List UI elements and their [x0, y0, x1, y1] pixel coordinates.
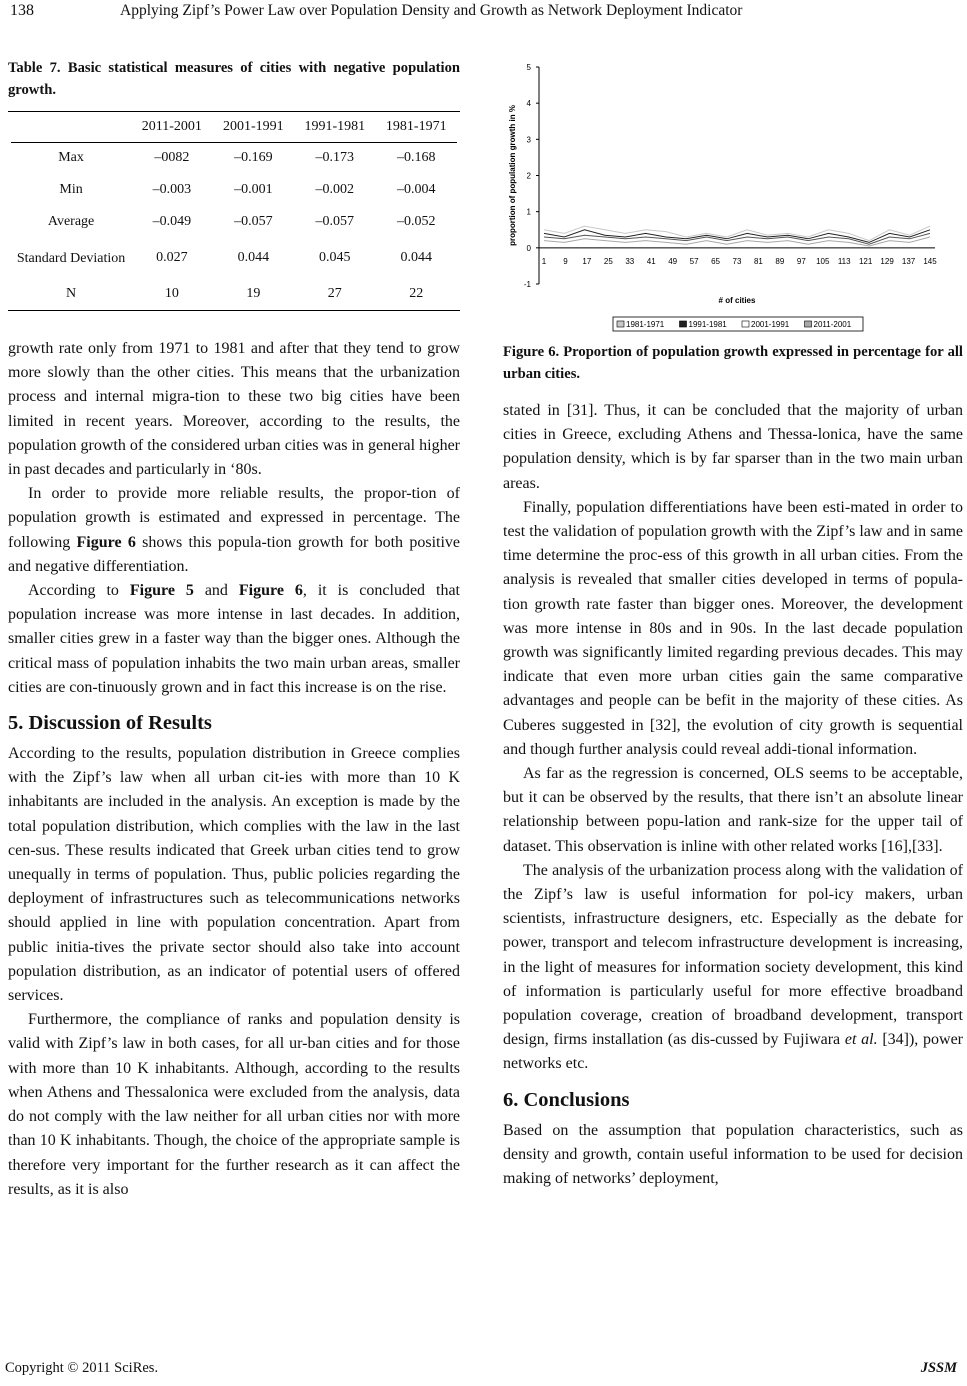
running-title: Applying Zipf’s Power Law over Population Density and Growth as Network Deployment Indicator [120, 2, 743, 19]
row-label: Standard Deviation [16, 250, 126, 266]
table-cell: 0.044 [400, 249, 432, 265]
right-paragraph-3: As far as the regression is concerned, OLS seems to be acceptable, but it can be observed by the results, that there isn’t an absolute linear relationship between popu-lation and rank-size for the upper tail of dataset. This observation is inline with other related works [16],[33]. [503, 765, 963, 855]
x-tick-label: 9 [563, 256, 568, 266]
x-tick-label: 25 [603, 256, 613, 266]
y-tick-label: 5 [526, 63, 531, 72]
table-cell: 0.045 [319, 249, 351, 265]
x-tick-label: 129 [880, 256, 894, 266]
x-tick-label: 97 [796, 256, 806, 266]
table-cell: 27 [327, 285, 342, 301]
legend-swatch [805, 321, 812, 327]
table-row [11, 238, 457, 278]
text-run: In order to provide more reliable results, the propor-tion of population growth is estimated and expressed in percentage. The following [8, 485, 460, 551]
x-tick-label: 81 [753, 256, 763, 266]
text-run: [34]), power networks etc. [503, 1031, 963, 1073]
text-run: and [193, 582, 239, 600]
left-column [8, 57, 460, 1202]
left-paragraph-4: According to the results, population distribution in Greece complies with the Zipf’s law when all urban cit-ies with more than 10 K inhabitants are included in the analysis. An exception is made by the total population distribution, which complies with the law in the last cen-sus. These results indicated that Greek urban cities tend to grow unequally in terms of population. Thus, public policies regarding the deployment of infrastructures such as telecommunications networks should applied in line with population concentration. Apart from public initia-tives the private sector should also take into account population distribution, as an indicator of potential users of offered services. [8, 745, 460, 1005]
legend-label: 2001-1991 [751, 320, 790, 329]
y-tick-label: -1 [523, 280, 531, 289]
y-tick-label: 0 [526, 243, 531, 253]
page-number: 138 [10, 2, 34, 19]
y-axis-title: proportion of population growth in % [508, 105, 517, 246]
x-tick-label: 49 [668, 256, 678, 266]
table-cell: –0.052 [397, 213, 436, 229]
x-tick-label: 57 [689, 256, 699, 266]
x-tick-label: 73 [732, 256, 742, 266]
table7-header-row [11, 112, 457, 142]
table7-header-cell: 2001-1991 [222, 118, 284, 134]
right-column [503, 341, 963, 1191]
copyright: Copyright © 2011 SciRes. [5, 1360, 159, 1376]
table-cell: –0.004 [397, 181, 436, 197]
table-cell: –0.173 [315, 150, 355, 166]
y-tick-label: 1 [526, 207, 531, 217]
row-label: N [66, 285, 77, 301]
legend-swatch [680, 321, 687, 327]
figure-ref: Figure 5 [129, 582, 194, 600]
left-paragraph-3 [8, 579, 460, 700]
x-tick-label: 137 [901, 256, 916, 266]
table7-caption: Table 7. Basic statistical measures of cities with negative population growth. [8, 60, 460, 98]
table-cell: –0.057 [315, 213, 355, 229]
x-tick-label: 41 [646, 256, 656, 266]
y-tick-label: 2 [526, 171, 531, 181]
figure6-chart [503, 55, 958, 340]
right-paragraph-1: stated in [31]. Thus, it can be concluded that the majority of urban cities in Greece, excluding Athens and Thessa-lonica, have the same population density, which is by far sparser than in the two main urban areas. [503, 402, 963, 492]
right-paragraph-2: Finally, population differentiations have been esti-mated in order to test the validation of population growth with the Zipf’s law and in same time determine the proc-ess of this growth in all urban cities. From the analysis is revealed that smaller cities developed in terms of popula-tion growth rate faster than bigger ones. Moreover, the development was more intense in 80s and in 90s. In the last decade population growth was significantly limited regarding previous decades. This may indicate that even more urban cities gain the same comparative advantages and people can be befit in the majority of these cities. As Cuberes suggested in [32], the evolution of city growth is sequential and though further analysis could reveal addi-tional information. [503, 498, 963, 758]
legend-label: 2011-2001 [813, 320, 852, 329]
table-cell: –0.003 [152, 181, 192, 197]
figure-ref: Figure 6 [238, 582, 303, 600]
table-cell: –0.002 [315, 181, 355, 197]
y-tick-label: 3 [526, 135, 531, 145]
figure-ref: Figure 6 [76, 533, 136, 551]
x-axis-title: # of cities [718, 296, 756, 305]
row-label: Average [47, 213, 95, 229]
table7-header-cell: 1991-1981 [304, 118, 366, 134]
table-cell: –0.169 [234, 150, 273, 166]
x-tick-label: 105 [816, 256, 830, 266]
table-cell: 19 [246, 285, 261, 301]
table-cell: –0.001 [234, 181, 273, 197]
text-run: et al. [844, 1031, 878, 1049]
text-run: The analysis of the urbanization process along with the validation of the Zipf’s law is useful information for pol-icy makers, urban scientists, infrastructure designers, etc. Especially as the debate for power, transport and telecom infrastructure development is increasing, in the light of measures for information society development, this kind of information is particularly useful for more effective broadband population coverage, creation of broadband development, transport design, firms installation (as dis-cussed by Fujiwara [503, 861, 963, 1049]
figure6-caption: Figure 6. Proportion of population growth expressed in percentage for all urban cities. [503, 344, 963, 382]
row-label: Max [58, 150, 84, 166]
journal-name: JSSM [920, 1360, 957, 1376]
legend-swatch [742, 321, 749, 327]
left-paragraph-1: growth rate only from 1971 to 1981 and after that they tend to grow more slowly than the other cities. This means that the urbanization process and internal migra-tion to these two big cities have been limited in recent years. Moreover, according to the results, the population growth of the considered urban cities was in general higher in past decades and particularly in ‘80s. [8, 340, 460, 479]
table-cell: 10 [164, 285, 179, 301]
table-cell: –0.168 [397, 150, 436, 166]
table-row [11, 142, 457, 174]
table-cell: 0.044 [237, 249, 270, 265]
text-run: shows this popula-tion growth for both positive and negative differentiation. [8, 533, 461, 575]
x-tick-label: 145 [923, 256, 937, 266]
table7-header-cell: 1981-1971 [385, 118, 447, 134]
table7-header-cell: 2011-2001 [141, 118, 202, 134]
table-cell: 22 [409, 285, 424, 301]
right-paragraph-4 [503, 859, 963, 1077]
x-tick-label: 89 [775, 256, 785, 266]
table-cell: –0082 [154, 150, 190, 166]
y-tick-label: 4 [526, 99, 531, 109]
table-row [11, 174, 457, 206]
table7-header-cell [11, 112, 131, 142]
x-tick-label: 1 [541, 256, 547, 266]
x-tick-label: 17 [582, 256, 592, 266]
legend-swatch [617, 321, 624, 327]
section-heading-6: 6. Conclusions [503, 1088, 630, 1111]
table-cell: –0.049 [152, 213, 192, 229]
row-label: Min [59, 181, 83, 197]
text-run: According to [28, 582, 130, 600]
section-heading-5: 5. Discussion of Results [8, 712, 212, 735]
table-cell: 0.027 [156, 249, 188, 265]
left-paragraph-5: Furthermore, the compliance of ranks and population density is valid with Zipf’s law in both cases, for all ur-ban cities and for those with more than 10 K inhabitants. Although, according to the results when Athens and Thessalonica were excluded from the analysis, data do not comply with the law neither for all urban cities nor with more than 10 K inhabitants. Though, the choice of the appropriate sample is therefore very important for the further research as it can affect the results, as it is also [8, 1011, 460, 1198]
chart-svg [503, 55, 958, 340]
text-run: , it is concluded that population increase was more intense in last decades. In addition, smaller cities grew in a faster way than the bigger ones. Although the critical mass of population inhabits the two main urban areas, smaller cities are con-tinuously grown and in fact this increase is on the rise. [8, 582, 460, 696]
table-row [11, 206, 457, 238]
table-cell: –0.057 [234, 213, 273, 229]
legend-label: 1981-1971 [626, 320, 665, 329]
right-paragraph-5: Based on the assumption that population characteristics, such as density and growth, contain useful information to be used for decision making of networks’ deployment, [503, 1121, 963, 1188]
x-tick-label: 113 [837, 256, 851, 266]
legend-label: 1991-1981 [688, 320, 727, 329]
x-tick-label: 33 [625, 256, 635, 266]
left-paragraph-2 [8, 482, 460, 579]
table-row [11, 278, 457, 310]
table7 [8, 111, 460, 311]
x-tick-label: 121 [858, 256, 873, 266]
x-tick-label: 65 [711, 256, 721, 266]
